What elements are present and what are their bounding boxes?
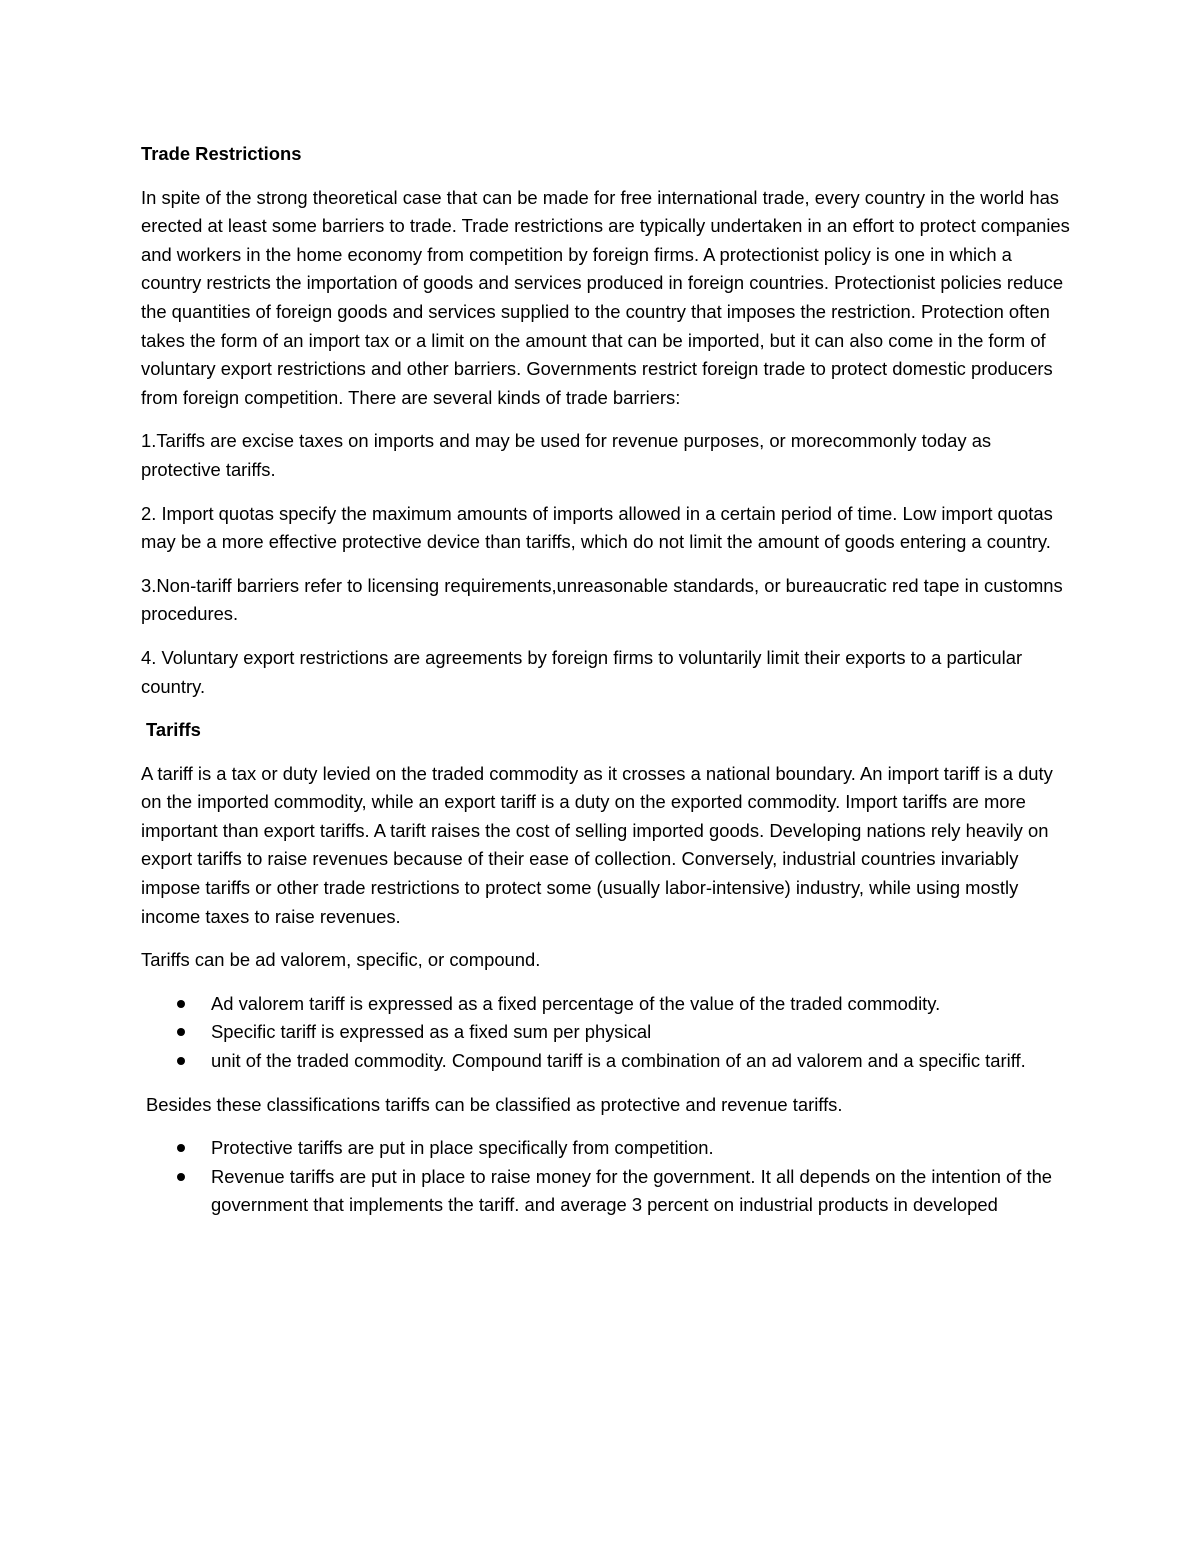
- barrier-item-non-tariff: 3.Non-tariff barriers refer to licensing requirements,unreasonable standards, or bureaucratic red tape in customns procedures.: [141, 574, 1063, 625]
- list-item: Protective tariffs are put in place specifically from competition.: [141, 1134, 1071, 1163]
- tariff-types-intro: Tariffs can be ad valorem, specific, or compound.: [141, 949, 541, 971]
- barrier-item-tariffs: 1.Tariffs are excise taxes on imports and may be used for revenue purposes, or morecommonly today as protective tariffs.: [141, 430, 992, 480]
- list-item: Specific tariff is expressed as a fixed sum per physical: [141, 1018, 1071, 1047]
- tariffs-heading: Tariffs: [146, 719, 201, 741]
- intro-paragraph: In spite of the strong theoretical case that can be made for free international trade, every country in the world has erected at least some barriers to trade. Trade restrictions are typically undertaken in an effort to protect companies and workers in the home economy from competition by foreign firms. A protectionist policy is one in which a country restricts the importation of goods and services produced in foreign countries. Protectionist policies reduce the quantities of foreign goods and services supplied to the country that imposes the restriction. Protection often takes the form of an import tax or a limit on the amount that can be imported, but it can also come in the form of voluntary export restrictions and other barriers. Governments restrict foreign trade to protect domestic producers from foreign competition. There are several kinds of trade barriers:: [141, 186, 1070, 408]
- document-page: [141, 140, 1071, 1235]
- classification-list: [141, 1134, 1071, 1220]
- barrier-item-quotas: 2. Import quotas specify the maximum amounts of imports allowed in a certain period of time. Low import quotas may be a more effective protective device than tariffs, which do not limit the amount of goods entering a country.: [141, 502, 1053, 553]
- classification-intro: Besides these classifications tariffs can be classified as protective and revenue tariffs.: [146, 1093, 843, 1115]
- list-item: Ad valorem tariff is expressed as a fixed percentage of the value of the traded commodity.: [141, 990, 1071, 1019]
- list-item: unit of the traded commodity. Compound tariff is a combination of an ad valorem and a specific tariff.: [141, 1047, 1071, 1076]
- barrier-item-voluntary-export: 4. Voluntary export restrictions are agreements by foreign firms to voluntarily limit their exports to a particular country.: [141, 646, 1023, 697]
- document-title: Trade Restrictions: [141, 143, 302, 164]
- tariff-types-list: [141, 990, 1071, 1076]
- list-item: Revenue tariffs are put in place to raise money for the government. It all depends on the intention of the government that implements the tariff. and average 3 percent on industrial products in developed: [141, 1163, 1071, 1220]
- tariffs-paragraph: A tariff is a tax or duty levied on the traded commodity as it crosses a national boundary. An import tariff is a duty on the imported commodity, while an export tariff is a duty on the exported commodity. Import tariffs are more important than export tariffs. A tarift raises the cost of selling imported goods. Developing nations rely heavily on export tariffs to raise revenues because of their ease of collection. Conversely, industrial countries invariably impose tariffs or other trade restrictions to protect some (usually labor-intensive) industry, while using mostly income taxes to raise revenues.: [141, 762, 1053, 927]
